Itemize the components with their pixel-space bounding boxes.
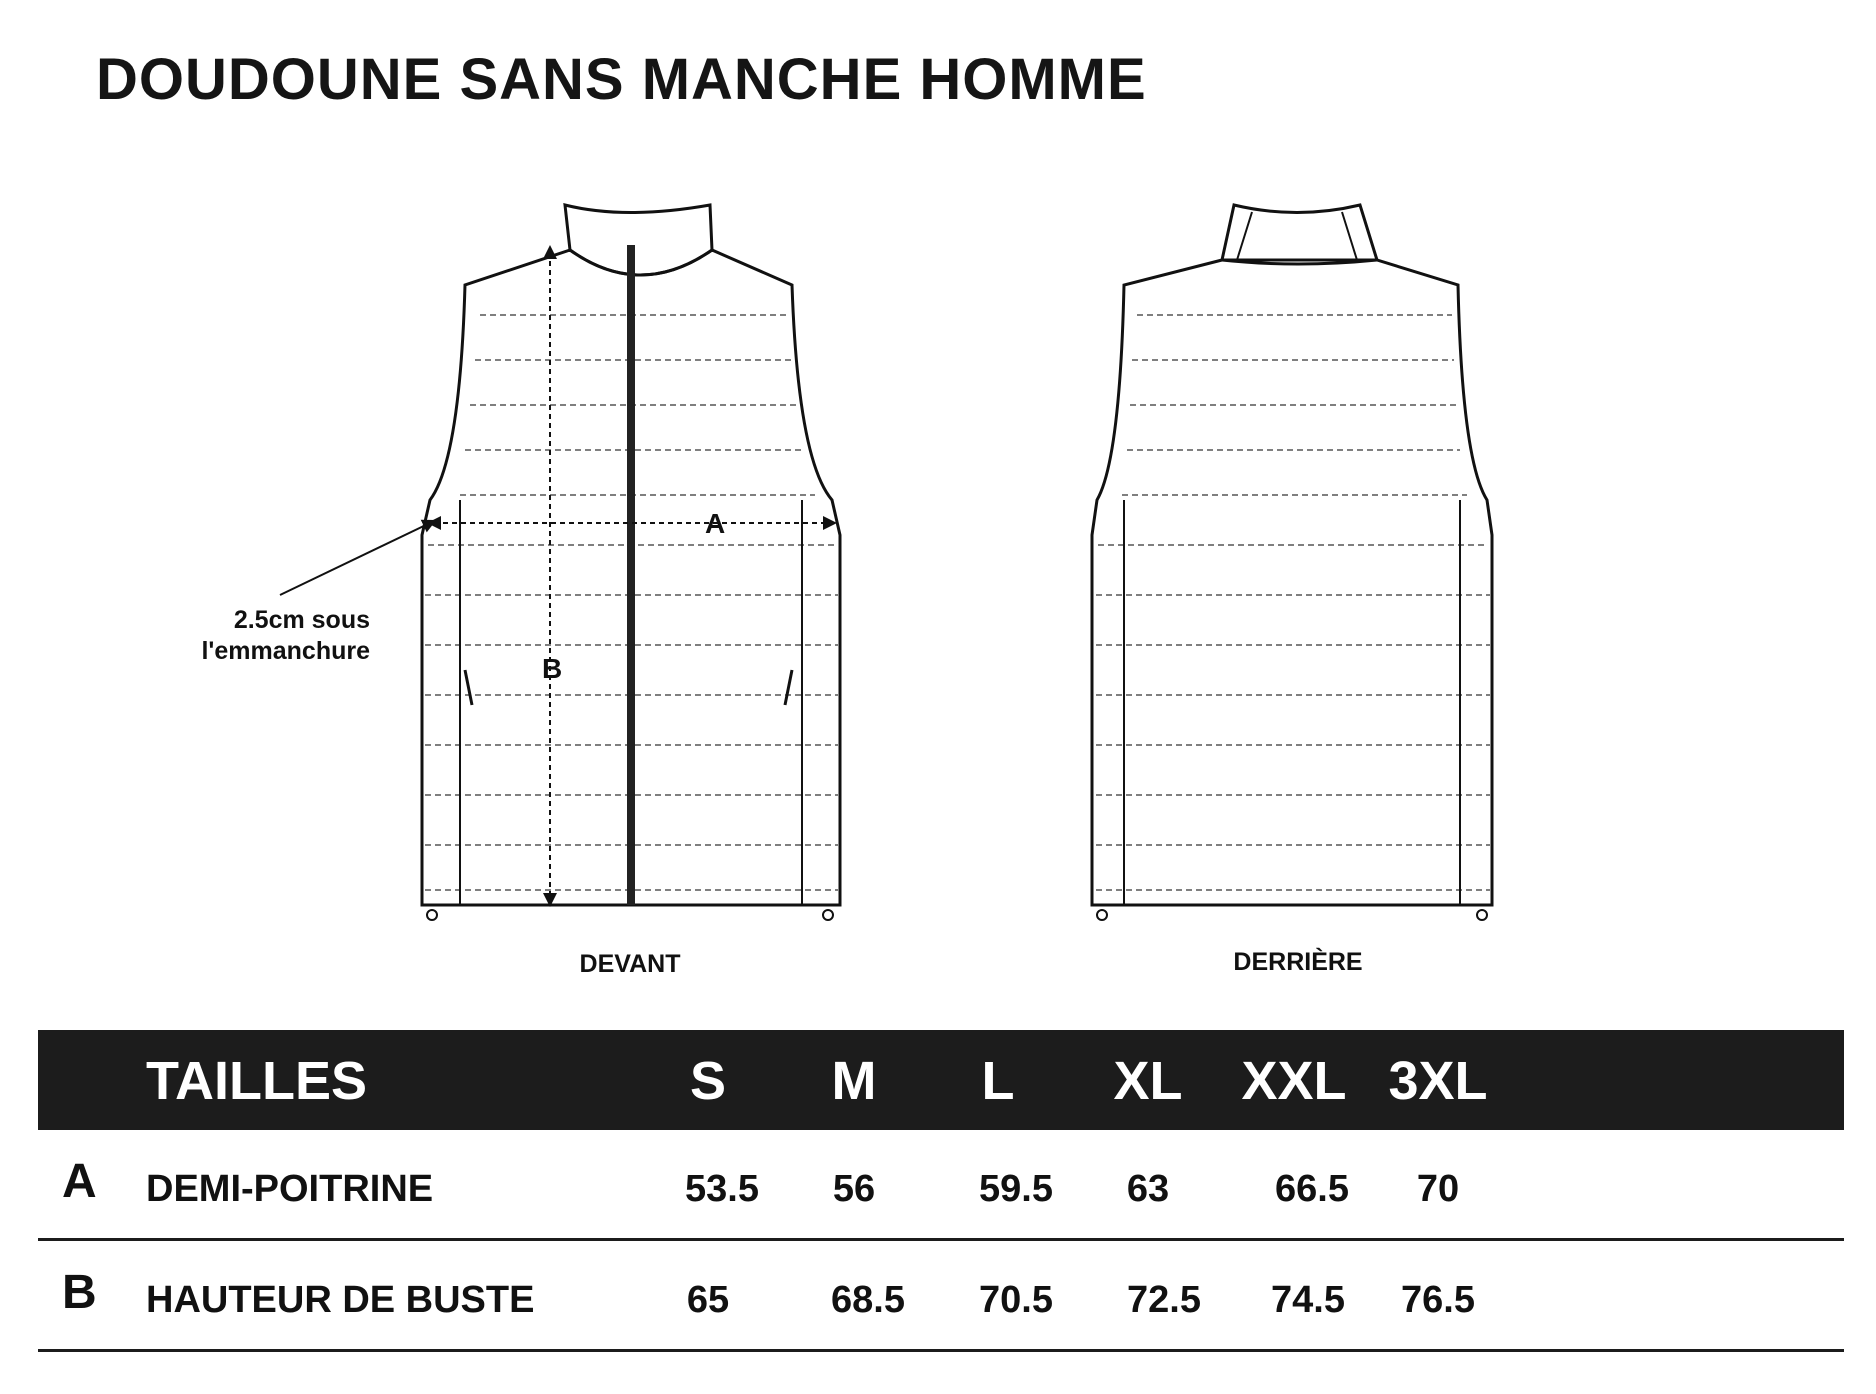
row-value: 59.5 — [979, 1168, 1053, 1210]
row-value: 70.5 — [979, 1279, 1053, 1321]
header-size: XXL — [1241, 1051, 1347, 1111]
row-value: 74.5 — [1271, 1279, 1345, 1321]
header-size: L — [981, 1051, 1015, 1111]
armhole-note-line-2: l'emmanchure — [201, 637, 370, 665]
vest-front-svg — [420, 190, 860, 930]
vest-front-drawing — [420, 190, 860, 930]
size-table-header — [38, 1030, 1844, 1130]
front-zipper — [627, 245, 635, 905]
armhole-note — [120, 605, 370, 667]
measure-b-label: B — [542, 653, 563, 684]
header-label: TAILLES — [146, 1051, 367, 1111]
row-value: 76.5 — [1401, 1279, 1475, 1321]
row-value: 66.5 — [1275, 1168, 1349, 1210]
header-size: M — [831, 1051, 877, 1111]
row-value: 70 — [1416, 1168, 1460, 1210]
back-view-label: DERRIÈRE — [1233, 948, 1363, 976]
page-title: DOUDOUNE SANS MANCHE HOMME — [96, 47, 1147, 112]
row-value: 65 — [686, 1279, 730, 1321]
vest-back-drawing — [1092, 190, 1512, 930]
back-body-outline — [1092, 260, 1492, 905]
row-value: 53.5 — [685, 1168, 759, 1210]
armhole-note-line-1: 2.5cm sous — [233, 606, 370, 634]
measure-a-label: A — [705, 508, 726, 539]
row-value: 68.5 — [831, 1279, 905, 1321]
row-value: 56 — [832, 1168, 876, 1210]
header-size: XL — [1113, 1051, 1183, 1111]
row-key: B — [62, 1266, 97, 1319]
header-size: 3XL — [1388, 1051, 1488, 1111]
row-key: A — [62, 1155, 97, 1208]
table-row — [38, 1241, 1844, 1352]
size-table — [38, 1030, 1844, 1352]
row-value: 72.5 — [1127, 1279, 1201, 1321]
note-leader-arrow — [280, 523, 430, 595]
table-row — [38, 1130, 1844, 1241]
row-label: HAUTEUR DE BUSTE — [146, 1279, 535, 1321]
front-view-label: DEVANT — [579, 950, 681, 978]
vest-back-svg — [1092, 190, 1512, 930]
back-quilt-lines — [1096, 315, 1490, 890]
row-value: 63 — [1126, 1168, 1170, 1210]
header-size: S — [689, 1051, 727, 1111]
row-label: DEMI-POITRINE — [146, 1168, 434, 1210]
